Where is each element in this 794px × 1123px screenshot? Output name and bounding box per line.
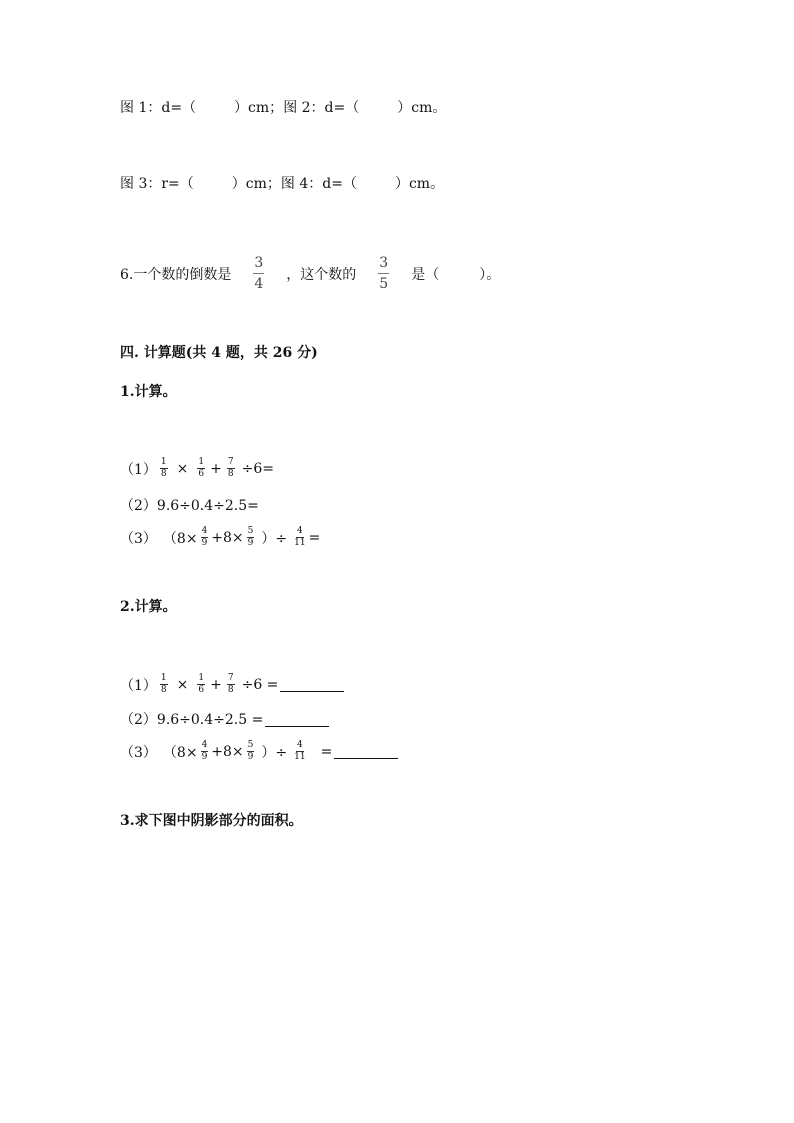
p1-i3-frac-1 — [201, 527, 209, 548]
p2-i3-close: ）÷ — [261, 744, 288, 761]
p2-i3-open: （8× — [162, 744, 198, 761]
problem-2-title — [120, 596, 177, 616]
p2-i3-f1-num: 4 — [201, 740, 208, 750]
fig4-unit: ）cm。 — [394, 176, 445, 192]
p1-i1-f2-num: 1 — [198, 457, 205, 467]
p1-i3-f2-num: 5 — [247, 526, 254, 536]
figure-answers-line-1 — [120, 97, 446, 117]
p2-i1-f1-den: 8 — [160, 685, 167, 695]
p2-i3-frac-3 — [294, 741, 305, 762]
p2-i3-f2-num: 5 — [247, 740, 254, 750]
p2-i1-frac-1 — [160, 674, 168, 695]
section-4-title: 四. 计算题(共 4 题，共 26 分) — [120, 345, 318, 361]
fig3-label: 图 3：r=（ — [120, 176, 194, 192]
q6-tail-open: 是（ — [411, 266, 440, 283]
p1-i2-text: （2）9.6÷0.4÷2.5= — [120, 498, 259, 514]
p1-i1-number: （1） — [120, 461, 157, 478]
p1-i3-close: ）÷ — [261, 530, 288, 547]
p2-i3-equals: = — [320, 743, 333, 760]
p2-i3-f3-num: 4 — [297, 740, 303, 750]
p1-i1-f3-den: 8 — [227, 469, 234, 479]
p2-i3-f1-den: 9 — [201, 752, 208, 762]
q6-frac1-den: 4 — [254, 276, 264, 292]
p1-i3-mid: +8× — [211, 529, 244, 546]
p2-i1-number: （1） — [120, 677, 157, 694]
p1-i1-f3-num: 7 — [227, 457, 234, 467]
question-6 — [120, 256, 500, 291]
p1-i1-tail: ÷6= — [241, 460, 274, 477]
p2-i1-frac-3 — [227, 674, 235, 695]
p1-i3-open: （8× — [162, 530, 198, 547]
p2-i1-frac-2 — [197, 674, 205, 695]
p2-i3-answer-blank[interactable] — [334, 744, 398, 759]
figure-answers-line-2 — [120, 173, 444, 193]
p1-i3-f1-den: 9 — [201, 538, 208, 548]
problem-1-item-1 — [120, 458, 274, 479]
p2-i3-number: （3） — [120, 744, 157, 761]
q6-mid: ，这个数的 — [286, 266, 357, 283]
q6-fraction-2 — [378, 256, 389, 291]
fig1-label: 图 1：d=（ — [120, 100, 197, 116]
problem-2-title-text: 2.计算。 — [120, 599, 177, 615]
fig4-label: 图 4：d=（ — [280, 176, 357, 192]
problem-1-title-text: 1.计算。 — [120, 384, 177, 400]
problem-1-item-3 — [120, 527, 320, 548]
q6-frac1-num: 3 — [253, 256, 264, 274]
p2-i3-f3-den: 11 — [294, 752, 306, 762]
problem-3-title-text: 3.求下图中阴影部分的面积。 — [120, 813, 303, 829]
p2-i1-tail: ÷6 = — [241, 676, 279, 693]
problem-1-title — [120, 381, 177, 401]
p2-i3-frac-2 — [247, 741, 255, 762]
fig2-unit: ）cm。 — [397, 100, 447, 116]
p1-i1-op1: × — [176, 460, 189, 477]
q6-fraction-1 — [253, 256, 264, 291]
p1-i3-f3-den: 11 — [294, 538, 306, 548]
p1-i1-op2: + — [210, 460, 222, 477]
fig1-unit: ）cm； — [234, 100, 284, 116]
p2-i2-text: （2）9.6÷0.4÷2.5 = — [120, 712, 264, 728]
p1-i3-frac-2 — [247, 527, 255, 548]
p1-i1-frac-3 — [227, 458, 235, 479]
p1-i3-equals: = — [308, 529, 321, 546]
problem-1-item-2 — [120, 495, 259, 515]
p2-i3-f2-den: 9 — [247, 752, 254, 762]
q6-frac2-den: 5 — [379, 276, 389, 292]
p1-i3-frac-3 — [294, 527, 305, 548]
p2-i1-f1-num: 1 — [160, 673, 167, 683]
p1-i3-f1-num: 4 — [201, 526, 208, 536]
problem-2-item-2 — [120, 709, 329, 729]
p2-i1-answer-blank[interactable] — [280, 677, 344, 692]
fig2-label: 图 2：d=（ — [283, 100, 360, 116]
p2-i1-f2-num: 1 — [198, 673, 205, 683]
p1-i1-frac-1 — [160, 458, 168, 479]
q6-tail-close: ）。 — [479, 266, 501, 283]
p1-i3-f3-num: 4 — [297, 526, 303, 536]
p2-i1-f2-den: 6 — [198, 685, 205, 695]
p2-i1-op1: × — [176, 676, 189, 693]
p2-i2-answer-blank[interactable] — [265, 712, 329, 727]
q6-lead: 6.一个数的倒数是 — [120, 266, 232, 283]
fig3-unit: ）cm； — [231, 176, 281, 192]
p1-i3-f2-den: 9 — [247, 538, 254, 548]
problem-2-item-1 — [120, 674, 344, 695]
p2-i1-op2: + — [210, 676, 222, 693]
q6-frac2-num: 3 — [378, 256, 389, 274]
p1-i3-number: （3） — [120, 530, 157, 547]
p1-i1-f1-num: 1 — [160, 457, 167, 467]
p2-i1-f3-num: 7 — [227, 673, 234, 683]
problem-3-title — [120, 810, 303, 830]
section-4-heading — [120, 342, 318, 362]
p2-i1-f3-den: 8 — [227, 685, 234, 695]
problem-2-item-3 — [120, 741, 398, 762]
p1-i1-f2-den: 6 — [198, 469, 205, 479]
p1-i1-frac-2 — [197, 458, 205, 479]
p2-i3-frac-1 — [201, 741, 209, 762]
p2-i3-mid: +8× — [211, 743, 244, 760]
p1-i1-f1-den: 8 — [160, 469, 167, 479]
